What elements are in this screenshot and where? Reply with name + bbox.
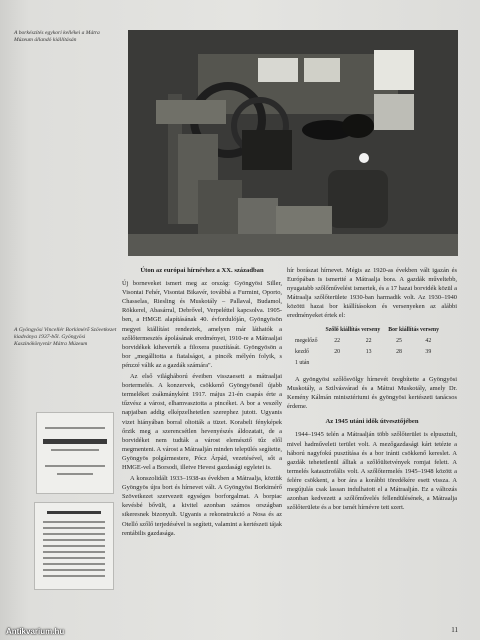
section-heading-xx-century: Úton az európai hírnévhez a XX. században [140,267,264,274]
paragraph: Új borneveket ismert meg az ország: Gyöngyösi Siller, Visontai Fehér, Visontai Bikavér, továbbá a Furmint, Oporto, Chasselas, Riesling és Muskotály – Pallaval, Budamol, Rökkerel, Abasárral, Debrővel, Verpeléttel kapcsolva. 1905-ben, a HMGE alapításának 40. évfordulóján, Gyöngyösön megyei kiállítást rendeztek, amelyen már láthatók a szőlőtermesztés ápolásának eredményei, 1910-re a Mátraaljai borvidékek kiheverték a filoxera pusztítását. Gyöngyösön a bor „megálltotta a fiatalságot, a pincék mélyén folyik, s pénzzé válik az a gazdák számára". [122,280,282,369]
watermark-logo: Antikvarium.hu [6,627,65,636]
table-row: 1 után [295,359,310,366]
paragraph: 1944–1945 telén a Mátraalján több szőlőterület is elpusztult, mivel hadműveleti terület volt. A mezőgazdasági kárt tetézte a háború nagyfokú pusztítása és a bor iránti csökkenő kereslet. A gazdák tehetetlenül álltak a szőlőültetvények romjai felett. A termelés katasztrofális volt. A szőlőtermelés 1945–1948 között a felére csökkent, a bor ára a korábbi töredékére esett vissza. A megújulás csak lassan indulhatott el a Mátraalján. Ez a változás azonban kedvezett a szőlőművelés fellendülésének, a Mátraalja szőlőterülete és a bor ismét hírnévre tett szert. [287,431,457,512]
table-header-grape: Szőlő kiállítás verseny [325,326,381,333]
page-number: 11 [451,626,458,634]
booklet-price-list-image [34,502,114,590]
wine-press-exhibit-illustration [128,30,458,256]
paragraph: hír borászat hírnevet. Mégis az 1920-as években vált igazán és Európában is ismertté a Mátraalja bora. A gazdák műveltebb, nyugatabb szőlőművelést ismertek, és a 17 hazai borvidék közül a Mátraalja szőlőterülete 1930-ban harmadik volt. Az 1930–1940 közötti hazai bor kiállításokon és versenyeken az alábbi eredményeket értek el: [287,267,457,320]
table-header-wine: Bor kiállítás verseny [388,326,440,333]
competition-results-table [293,325,443,369]
table-row: kezdő 20 13 28 39 [295,348,432,355]
article-column-left [122,266,282,540]
section-heading-after-1945: Az 1945 utáni idők útvesztőjében [325,418,419,426]
article-column-right [287,266,457,514]
paragraph: A gyöngyösi szőlősvölgy hírnevét öregbítette a Gyöngyösi Muskotály, a Szilvásvárad és a Mátrai Muskotály, amely Dr. Kemény Kálmán minisztériumi és gyöngyösi kertészeti tanácsos érdeme. [287,375,457,411]
paragraph: A konszolidált 1933–1938-as években a Mátraalja, köztük Gyöngyös újra bort és hírnevet vált. A Gyöngyösi Borkimérő Szövetkezet szervezett egységes borforgalmat. A borpiac kevésbé bővült, a kivitel azonban számos országban sikeresnek bizonyult. Ugyanis a rekonstrukció a Nosa és az Otelló szőlő terjedésével is segített, valamint a kertészeti tájak rentábilis gazdasága. [122,475,282,537]
paragraph: Az első világháború éveiben visszaesett a mátraaljai bortermelés. A konzervek, csökkenő Gyöngyösnél újabb termeléket zsákmányként 1917. május 21-én csapás érte a tűzvész a várost, elhamvasztotta a pincéket. A bor a veszély napjaiban addig elképzelhetetlen szerephez jutott. Ugyanis vizet hiányában borral oltották a tüzet. Korabeli fényképek őrzik meg a szerencsétlen hevenyészés áldozatait, de a borvidéket nem tudták a várost elemésztő tűz elől megmenteni. A várost a Mátraalján minden település segítette, Gyöngyös polgármestere, Pócz Árpád, vezetésével, sőt a HMGE-vel a Borsodi, illetve Hevesi gazdasági egyletei is. [122,373,282,471]
museum-exhibit-photo [128,30,458,256]
table-row: megelőző 22 22 25 42 [295,337,432,344]
document-caption: A Gyöngyösi Vincellér Borkimérő Szövetkezet kiadványa 1937-ből. Gyöngyösi Kaszinókönyvtár Mátra Múzeum [14,327,117,348]
booklet-cover-image [36,412,114,494]
photo-caption-top: A borkészítés egykori kellékei a Mátra Múzeum állandó kiállításán [14,30,100,44]
